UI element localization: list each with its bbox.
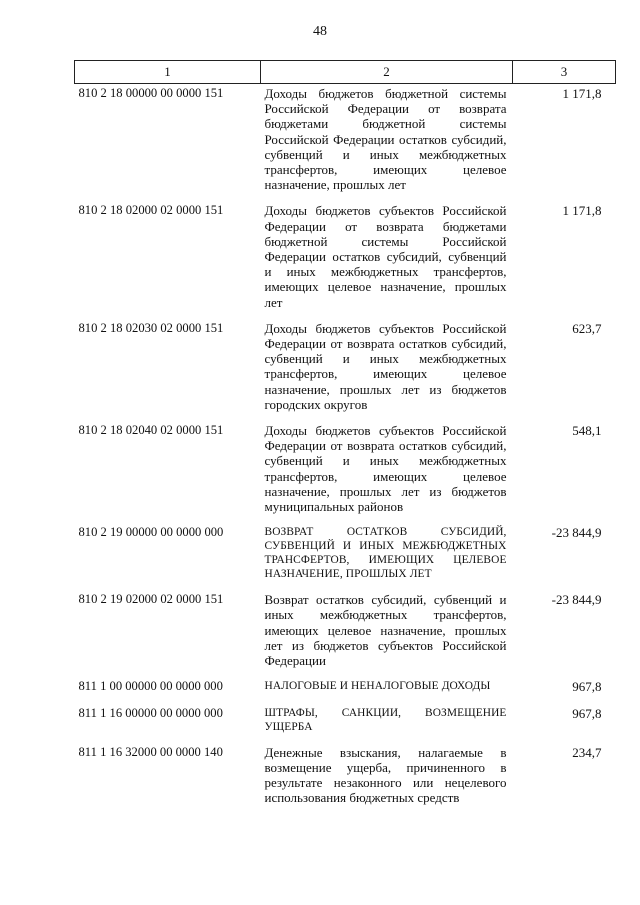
amount-value: 623,7 — [572, 320, 602, 336]
amount-value: 234,7 — [572, 744, 602, 760]
revenue-name: Доходы бюджетов бюджетной системы Российской Федерации от возврата бюджетами бюджетной системы Российской Федерации остатков субсидий, субвенций и иных межбюджетных трансфертов, имеющих целевое назначение, прошлых лет — [264, 86, 507, 193]
revenue-name: Доходы бюджетов субъектов Российской Федерации от возврата остатков субсидий, субвенций и иных межбюджетных трансфертов, имеющих целевое назначение, прошлых лет из бюджетов городских округов — [264, 320, 507, 412]
amount-value: 1 171,8 — [562, 86, 602, 101]
table-row — [75, 675, 616, 701]
table-body — [75, 84, 616, 813]
column-header-1: 1 — [75, 61, 261, 84]
budget-code: 810 2 18 02000 02 0000 151 — [78, 203, 224, 218]
table-row — [75, 741, 616, 813]
budget-code: 811 1 00 00000 00 0000 000 — [78, 679, 223, 694]
table-row — [75, 317, 616, 419]
revenue-name: Возврат остатков субсидий, субвенций и иных межбюджетных трансфертов, имеющих целевое назначение, прошлых лет из бюджетов субъектов Российской Федерации — [264, 592, 507, 669]
page-number: 48 — [313, 24, 327, 39]
budget-code: 811 1 16 32000 00 0000 140 — [78, 744, 223, 759]
table-row — [75, 419, 616, 521]
amount-value: 967,8 — [572, 705, 602, 721]
budget-code: 811 1 16 00000 00 0000 000 — [78, 705, 223, 720]
amount-value: 967,8 — [572, 679, 602, 695]
budget-code: 810 2 18 00000 00 0000 151 — [78, 86, 224, 100]
budget-code: 810 2 19 00000 00 0000 000 — [78, 525, 224, 540]
budget-code: 810 2 18 02040 02 0000 151 — [78, 423, 224, 438]
table-row — [75, 199, 616, 316]
amount-value: -23 844,9 — [551, 525, 602, 541]
column-header-2: 2 — [261, 61, 513, 84]
budget-code: 810 2 19 02000 02 0000 151 — [78, 592, 224, 607]
table-row — [75, 702, 616, 741]
revenue-name: Доходы бюджетов субъектов Российской Федерации от возврата остатков субсидий, субвенций и иных межбюджетных трансфертов, имеющих целевое назначение, прошлых лет из бюджетов муниципальных районов — [264, 423, 507, 515]
amount-value: -23 844,9 — [551, 592, 602, 608]
amount-value: 1 171,8 — [562, 203, 602, 219]
budget-code: 810 2 18 02030 02 0000 151 — [78, 320, 224, 335]
table-header — [75, 61, 616, 84]
table-row — [75, 588, 616, 675]
revenue-name: НАЛОГОВЫЕ И НЕНАЛОГОВЫЕ ДОХОДЫ — [264, 680, 491, 693]
amount-value: 548,1 — [572, 423, 602, 439]
revenue-name: ВОЗВРАТ ОСТАТКОВ СУБСИДИЙ, СУБВЕНЦИЙ И ИНЫХ МЕЖБЮДЖЕТНЫХ ТРАНСФЕРТОВ, ИМЕЮЩИХ ЦЕЛЕВОЕ НАЗНАЧЕНИЕ, ПРОШЛЫХ ЛЕТ — [264, 526, 507, 581]
table-row — [75, 521, 616, 588]
revenue-name: Денежные взыскания, налагаемые в возмещение ущерба, причиненного в результате незаконного или нецелевого использования бюджетных средств — [264, 744, 507, 806]
column-header-3: 3 — [513, 61, 616, 84]
table-row — [75, 84, 616, 200]
budget-table — [74, 60, 616, 812]
revenue-name: ШТРАФЫ, САНКЦИИ, ВОЗМЕЩЕНИЕ УЩЕРБА — [264, 706, 507, 733]
revenue-name: Доходы бюджетов субъектов Российской Федерации от возврата бюджетами бюджетной системы Российской Федерации остатков субсидий, субвенций и иных межбюджетных трансфертов, имеющих целевое назначение, прошлых лет — [264, 203, 507, 310]
